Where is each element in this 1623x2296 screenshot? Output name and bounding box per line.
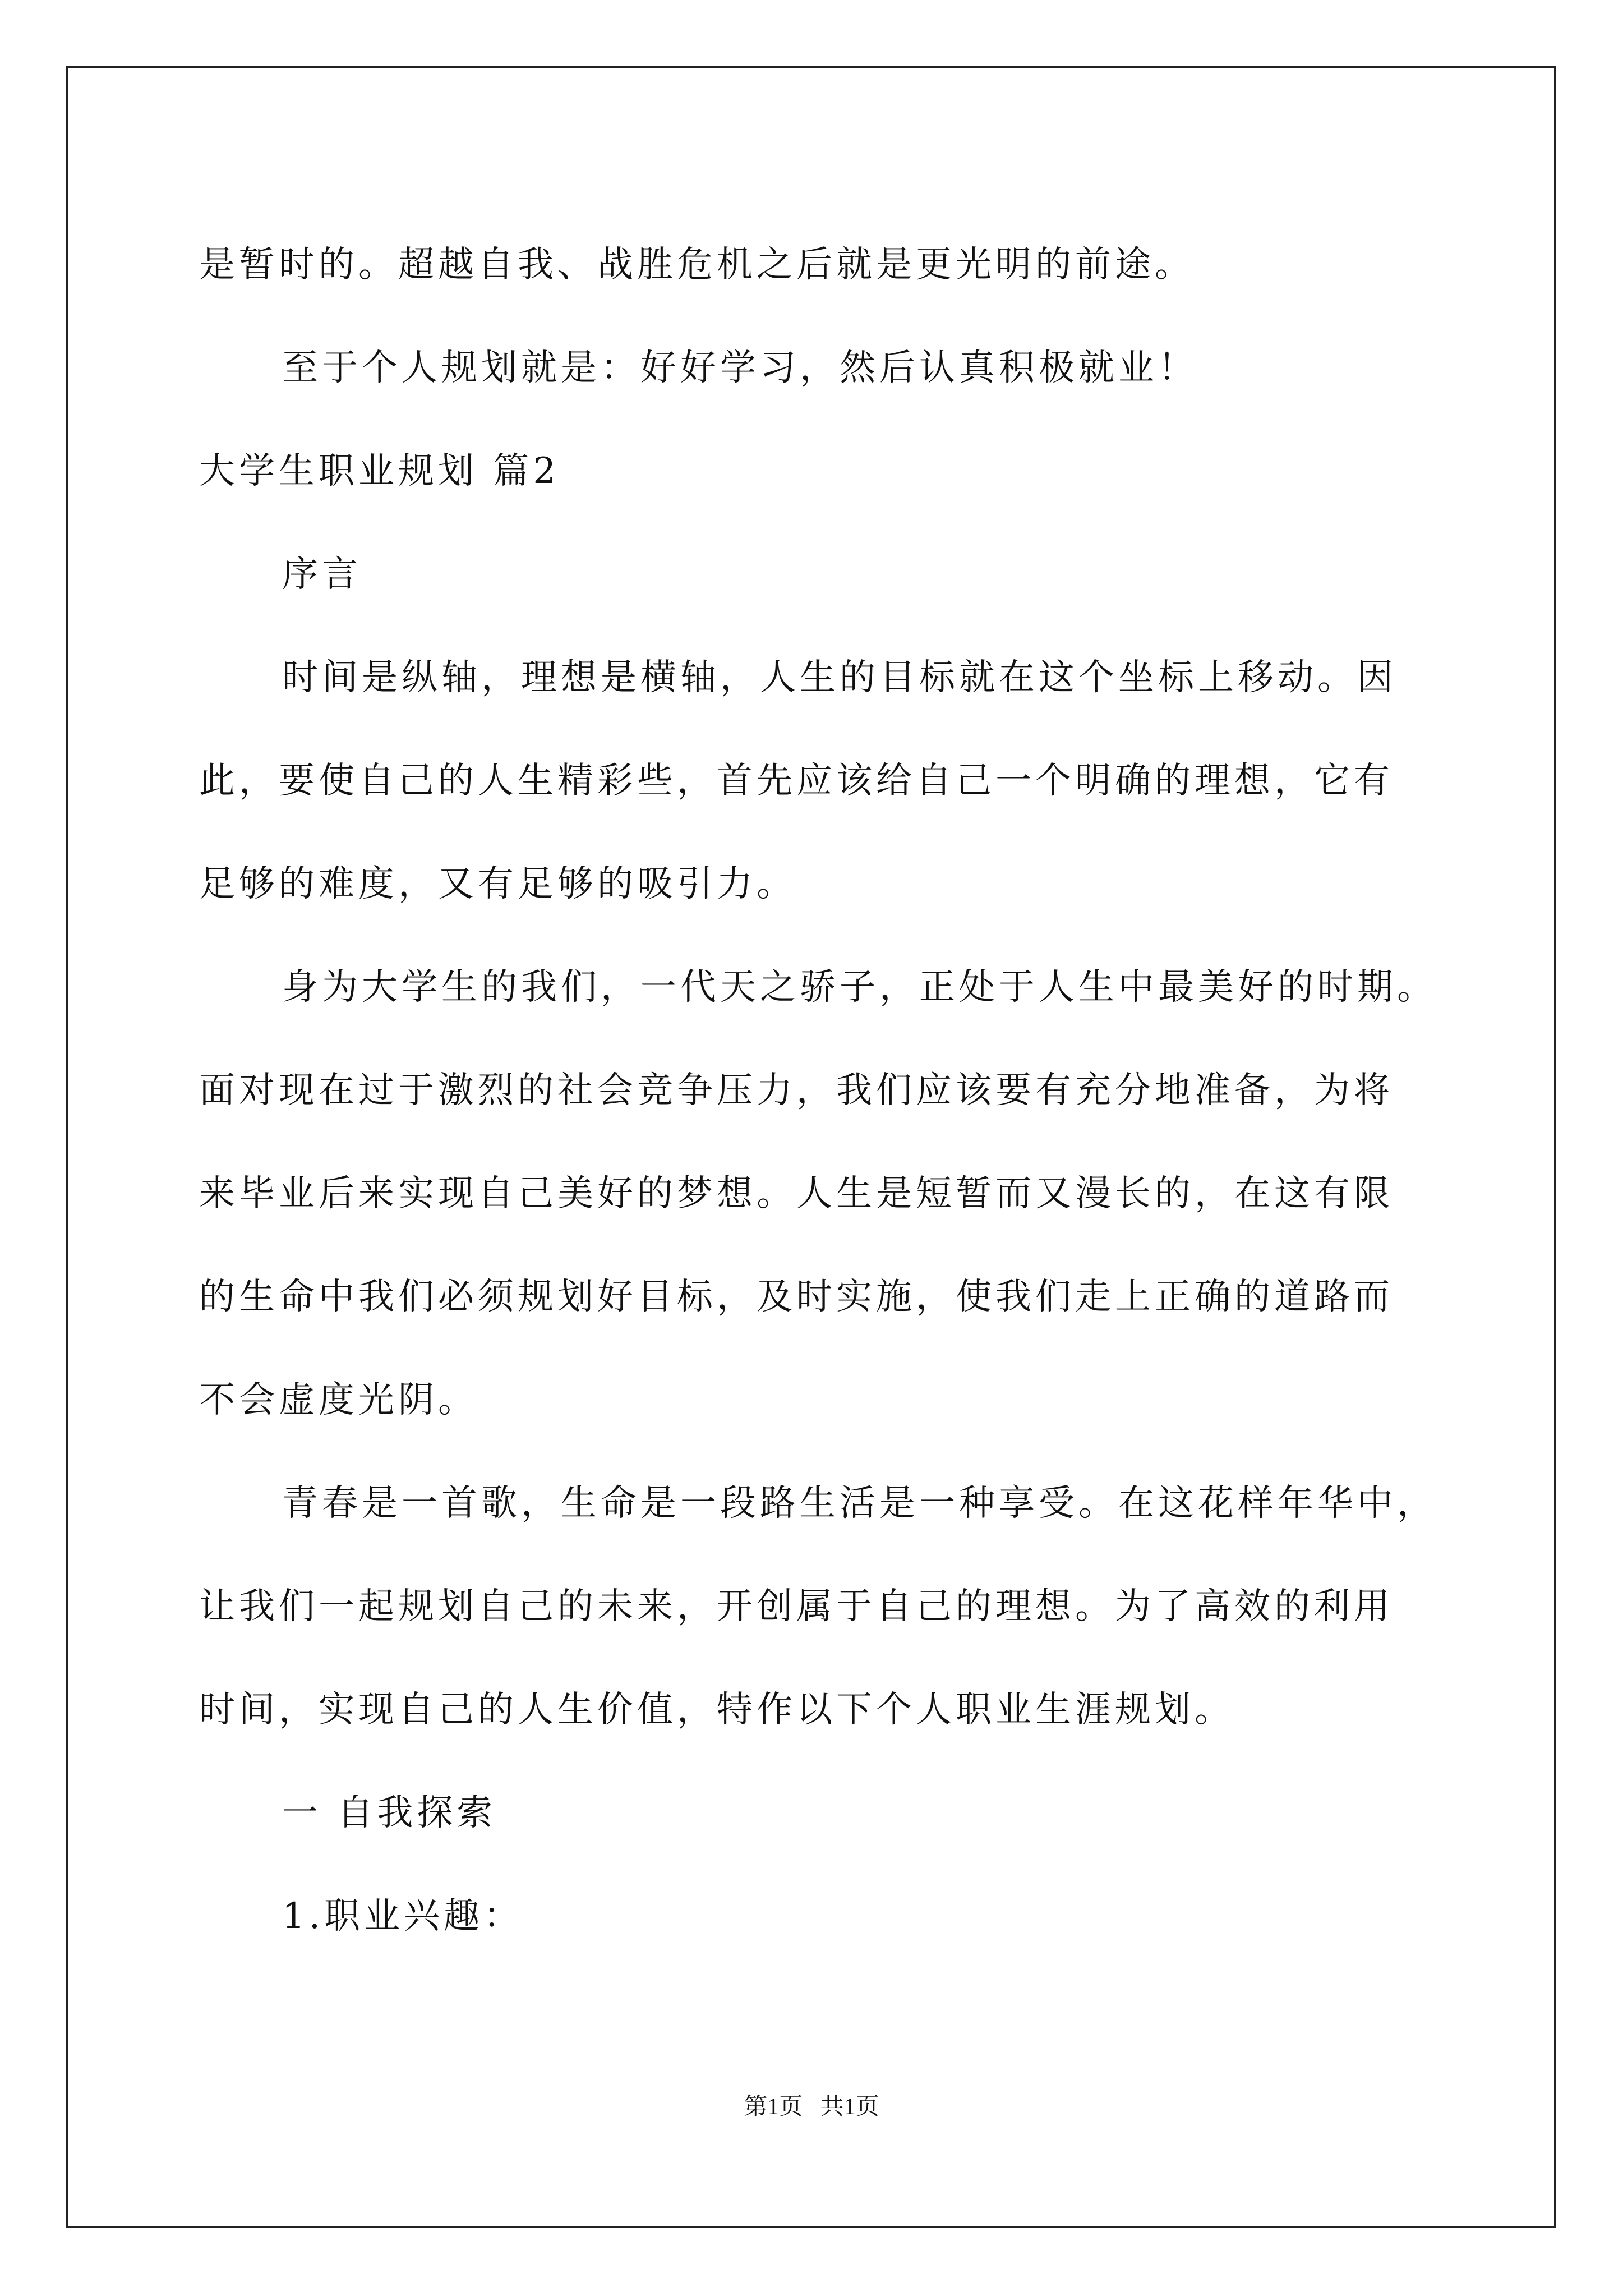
paragraph-line: 青春是一首歌，生命是一段路生活是一种享受。在这花样年华中， (282, 1483, 1437, 1524)
subheading-preface: 序言 (282, 554, 362, 595)
paragraph-line: 时间，实现自己的人生价值，特作以下个人职业生涯规划。 (199, 1689, 1234, 1731)
subheading-self-exploration: 一 自我探索 (282, 1792, 497, 1834)
paragraph-line: 时间是纵轴，理想是横轴，人生的目标就在这个坐标上移动。因 (282, 657, 1397, 698)
paragraph-line: 至于个人规划就是：好好学习，然后认真积极就业！ (282, 347, 1198, 389)
paragraph-line: 来毕业后来实现自己美好的梦想。人生是短暂而又漫长的，在这有限 (199, 1173, 1394, 1214)
paragraph-line: 的生命中我们必须规划好目标，及时实施，使我们走上正确的道路而 (199, 1276, 1394, 1318)
paragraph-line: 不会虚度光阴。 (199, 1379, 478, 1421)
paragraph-line: 身为大学生的我们，一代天之骄子，正处于人生中最美好的时期。 (282, 967, 1437, 1008)
page-footer: 第1页 共1页 (744, 2094, 879, 2120)
list-item: 1.职业兴趣： (282, 1895, 524, 1937)
paragraph-line: 让我们一起规划自己的未来，开创属于自己的理想。为了高效的利用 (199, 1586, 1394, 1627)
paragraph-line: 是暂时的。超越自我、战胜危机之后就是更光明的前途。 (199, 244, 1195, 286)
section-heading: 大学生职业规划 篇2 (199, 450, 560, 492)
document-body (199, 213, 1437, 1968)
paragraph-line: 此，要使自己的人生精彩些，首先应该给自己一个明确的理想，它有 (199, 760, 1394, 802)
paragraph-line: 足够的难度，又有足够的吸引力。 (199, 863, 796, 905)
paragraph-line: 面对现在过于激烈的社会竞争压力，我们应该要有充分地准备，为将 (199, 1070, 1394, 1111)
